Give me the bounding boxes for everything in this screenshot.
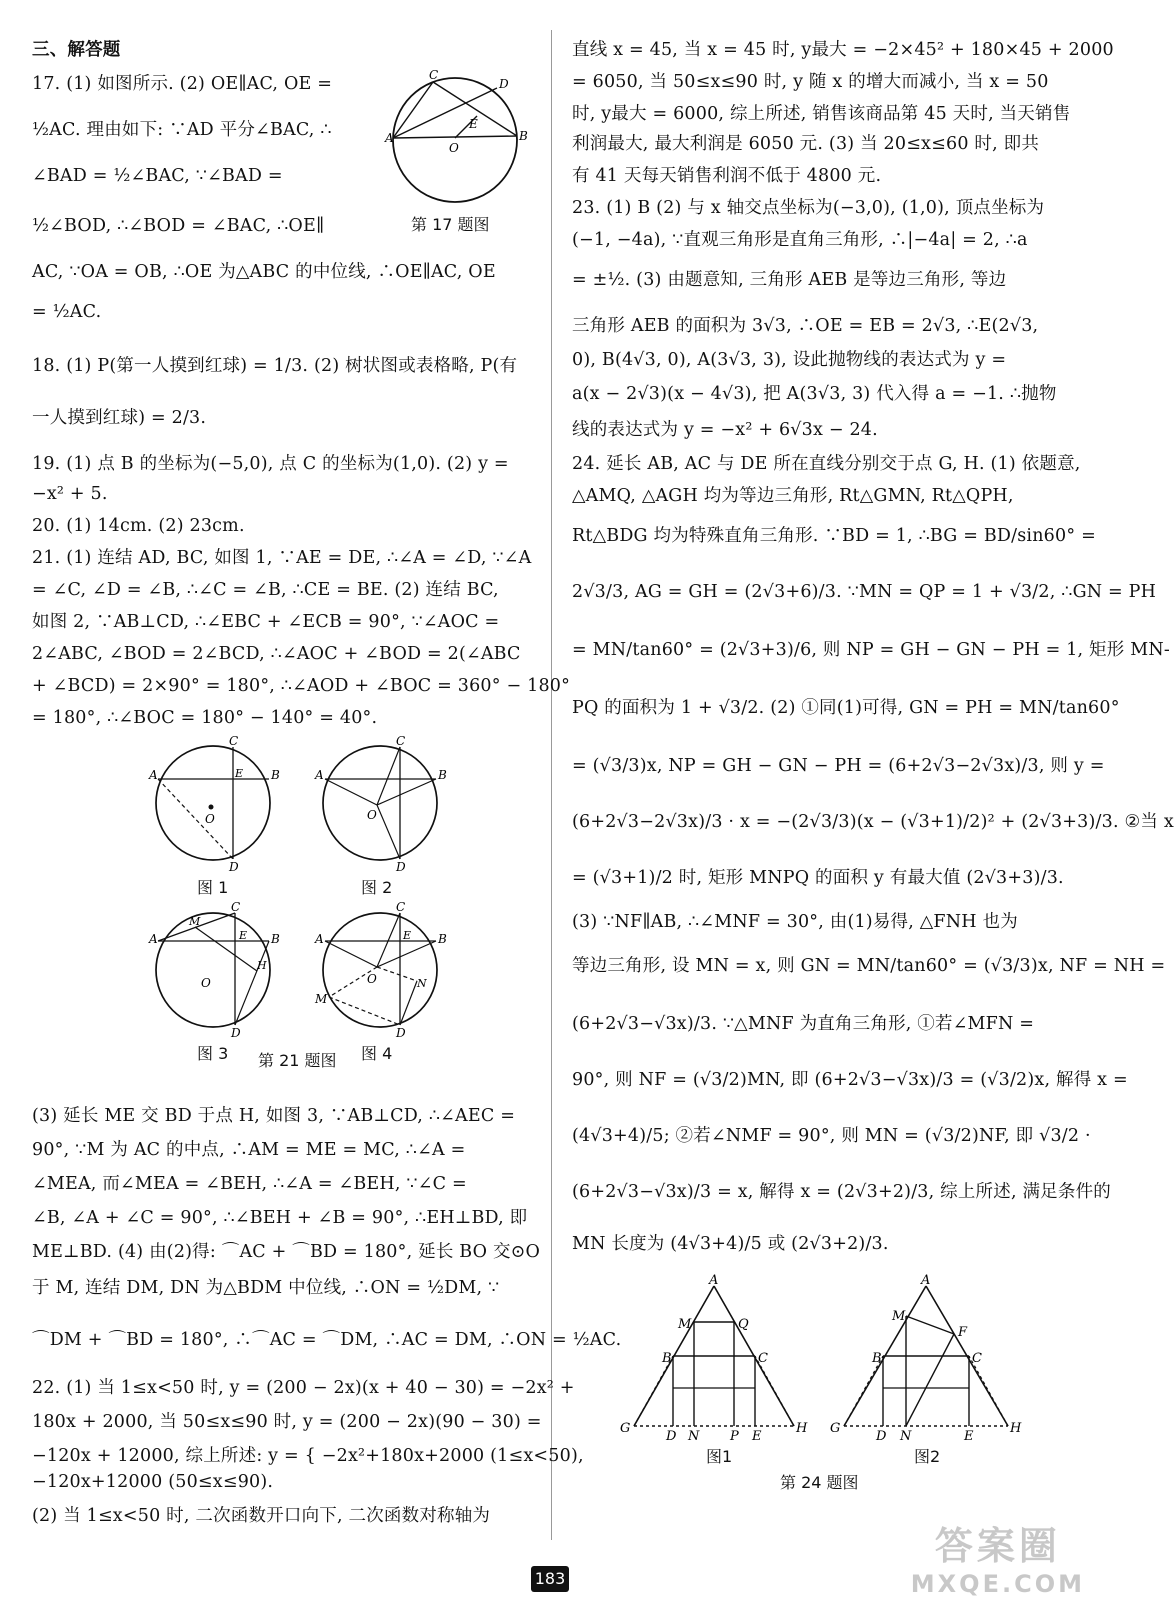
text-line: PQ 的面积为 1 + √3/2. (2) ①同(1)可得, GN = PH = MN/tan60° bbox=[572, 698, 1120, 718]
figure-title: 第 24 题图 bbox=[780, 1473, 859, 1492]
svg-text:D: D bbox=[396, 860, 406, 874]
point-label-d: D bbox=[499, 77, 509, 91]
text-line: 直线 x = 45, 当 x = 45 时, y最大 = −2×45² + 180×45 + 2000 bbox=[572, 40, 1114, 60]
svg-text:B: B bbox=[271, 768, 280, 782]
watermark-url: MXQE.COM bbox=[910, 1570, 1085, 1598]
text-line: −120x+12000 (50≤x≤90). bbox=[32, 1472, 274, 1492]
svg-text:E: E bbox=[752, 1429, 762, 1444]
svg-text:C: C bbox=[396, 734, 406, 748]
svg-text:O: O bbox=[205, 812, 215, 826]
point-label-o: O bbox=[449, 141, 459, 155]
figure-caption: 图 4 bbox=[361, 1044, 393, 1063]
text-line: ∠MEA, 而∠MEA = ∠BEH, ∴∠A = ∠BEH, ∵∠C = bbox=[32, 1174, 467, 1194]
watermark bbox=[911, 1515, 1085, 1598]
text-line: = ±½. (3) 由题意知, 三角形 AEB 是等边三角形, 等边 bbox=[572, 270, 1007, 290]
svg-text:D: D bbox=[396, 1026, 406, 1040]
svg-text:C: C bbox=[972, 1351, 982, 1366]
text-line: 0), B(4√3, 0), A(3√3, 3), 设此抛物线的表达式为 y = bbox=[572, 350, 1007, 370]
text-line: 90°, ∵M 为 AC 的中点, ∴AM = ME = MC, ∴∠A = bbox=[32, 1140, 466, 1160]
text-line: (6+2√3−√3x)/3. ∵△MNF 为直角三角形, ①若∠MFN = bbox=[572, 1014, 1035, 1034]
text-line: 三角形 AEB 的面积为 3√3, ∴OE = EB = 2√3, ∴E(2√3, bbox=[572, 316, 1039, 336]
text-line: 17. (1) 如图所示. (2) OE∥AC, OE = bbox=[32, 74, 333, 94]
figure-caption: 图 1 bbox=[197, 878, 229, 897]
text-line: (3) 延长 ME 交 BD 于点 H, 如图 3, ∵AB⊥CD, ∴∠AEC = bbox=[32, 1106, 516, 1126]
text-line: (6+2√3−√3x)/3 = x, 解得 x = (2√3+2)/3, 综上所述, 满足条件的 bbox=[572, 1182, 1111, 1202]
text-line: ∠BAD = ½∠BAC, ∵∠BAD = bbox=[32, 166, 283, 186]
text-line: ∠B, ∠A + ∠C = 90°, ∴∠BEH + ∠B = 90°, ∴EH⊥BD, 即 bbox=[32, 1208, 528, 1228]
svg-text:E: E bbox=[235, 767, 244, 780]
svg-text:O: O bbox=[201, 976, 211, 990]
svg-text:D: D bbox=[231, 1026, 241, 1040]
text-line: 24. 延长 AB, AC 与 DE 所在直线分别交于点 G, H. (1) 依题意, bbox=[572, 454, 1081, 474]
text-line: AC, ∵OA = OB, ∴OE 为△ABC 的中位线, ∴OE∥AC, OE bbox=[32, 262, 496, 282]
svg-text:G: G bbox=[830, 1421, 841, 1436]
text-line: 如图 2, ∵AB⊥CD, ∴∠EBC + ∠ECB = 90°, ∵∠AOC = bbox=[32, 612, 500, 632]
text-line: 2∠ABC, ∠BOD = 2∠BCD, ∴∠AOC + ∠BOD = 2(∠ABC bbox=[32, 644, 521, 664]
svg-text:E: E bbox=[964, 1429, 974, 1444]
svg-text:H: H bbox=[1010, 1421, 1022, 1436]
point-label-e: E bbox=[469, 117, 478, 131]
text-line: = MN/tan60° = (2√3+3)/6, 则 NP = GH − GN − PH = 1, 矩形 MN- bbox=[572, 640, 1170, 660]
svg-text:E: E bbox=[239, 929, 248, 942]
text-line: ME⊥BD. (4) 由(2)得: ⌒AC + ⌒BD = 180°, 延长 BO 交⊙O bbox=[32, 1242, 541, 1262]
text-line: = (√3+1)/2 时, 矩形 MNPQ 的面积 y 有最大值 (2√3+3)/3. bbox=[572, 868, 1064, 888]
figure-24-diagram bbox=[614, 1273, 1034, 1451]
text-line: 等边三角形, 设 MN = x, 则 GN = MN/tan60° = (√3/3)x, NF = NH = bbox=[572, 956, 1166, 976]
text-line: 90°, 则 NF = (√3/2)MN, 即 (6+2√3−√3x)/3 = (√3/2)x, 解得 x = bbox=[572, 1070, 1128, 1090]
svg-text:G: G bbox=[620, 1421, 631, 1436]
svg-text:A: A bbox=[921, 1273, 931, 1288]
svg-text:B: B bbox=[438, 932, 447, 946]
text-line: 23. (1) B (2) 与 x 轴交点坐标为(−3,0), (1,0), 顶点坐标为 bbox=[572, 198, 1045, 218]
figure-caption: 图 2 bbox=[361, 878, 393, 897]
svg-text:B: B bbox=[438, 768, 447, 782]
figure-21 bbox=[145, 735, 455, 1065]
svg-text:A: A bbox=[315, 768, 324, 782]
svg-text:E: E bbox=[403, 929, 412, 942]
text-line: 19. (1) 点 B 的坐标为(−5,0), 点 C 的坐标为(1,0). (2) y = bbox=[32, 454, 509, 474]
page-number: 183 bbox=[531, 1566, 569, 1592]
text-line: 21. (1) 连结 AD, BC, 如图 1, ∵AE = DE, ∴∠A = ∠D, ∵∠A bbox=[32, 548, 532, 568]
text-line: a(x − 2√3)(x − 4√3), 把 A(3√3, 3) 代入得 a = −1. ∴抛物 bbox=[572, 384, 1057, 404]
svg-text:H: H bbox=[796, 1421, 808, 1436]
svg-text:D: D bbox=[229, 860, 239, 874]
svg-text:M: M bbox=[315, 992, 328, 1006]
figure-17 bbox=[385, 68, 528, 234]
figure-17-diagram bbox=[385, 68, 528, 210]
svg-text:B: B bbox=[872, 1351, 882, 1366]
text-line: (2) 当 1≤x<50 时, 二次函数开口向下, 二次函数对称轴为 bbox=[32, 1506, 491, 1526]
figure-caption: 第 17 题图 bbox=[411, 215, 490, 234]
figure-caption: 图 3 bbox=[197, 1044, 229, 1063]
svg-text:N: N bbox=[688, 1429, 700, 1444]
section-heading: 三、解答题 bbox=[32, 40, 121, 60]
text-line: MN 长度为 (4√3+4)/5 或 (2√3+2)/3. bbox=[572, 1234, 889, 1254]
svg-text:A: A bbox=[149, 932, 158, 946]
svg-text:N: N bbox=[417, 977, 427, 990]
figure-title: 第 21 题图 bbox=[258, 1051, 337, 1070]
text-line: −120x + 12000, 综上所述: y = { −2x²+180x+2000 (1≤x<50), bbox=[32, 1446, 584, 1466]
column-divider bbox=[551, 30, 552, 1540]
text-line: (6+2√3−2√3x)/3 · x = −(2√3/3)(x − (√3+1)/2)² + (2√3+3)/3. ②当 x bbox=[572, 812, 1174, 832]
svg-text:C: C bbox=[231, 900, 241, 914]
text-line: 利润最大, 最大利润是 6050 元. (3) 当 20≤x≤60 时, 即共 bbox=[572, 134, 1040, 154]
figure-caption: 图2 bbox=[914, 1447, 941, 1466]
svg-text:C: C bbox=[758, 1351, 768, 1366]
text-line: ½AC. 理由如下: ∵AD 平分∠BAC, ∴ bbox=[32, 120, 332, 140]
text-line: 180x + 2000, 当 50≤x≤90 时, y = (200 − 2x)(90 − 30) = bbox=[32, 1412, 542, 1432]
svg-text:N: N bbox=[900, 1429, 912, 1444]
text-line: 18. (1) P(第一人摸到红球) = 1/3. (2) 树状图或表格略, P(有 bbox=[32, 356, 518, 376]
text-line: = 180°, ∴∠BOC = 180° − 140° = 40°. bbox=[32, 708, 378, 728]
figure-caption: 图1 bbox=[706, 1447, 733, 1466]
svg-text:M: M bbox=[892, 1309, 906, 1324]
text-line: = ½AC. bbox=[32, 302, 102, 322]
text-line: Rt△BDG 均为特殊直角三角形. ∵BD = 1, ∴BG = BD/sin60° = bbox=[572, 526, 1096, 546]
svg-text:D: D bbox=[666, 1429, 677, 1444]
text-line: 于 M, 连结 DM, DN 为△BDM 中位线, ∴ON = ½DM, ∵ bbox=[32, 1278, 500, 1298]
text-line: 线的表达式为 y = −x² + 6√3x − 24. bbox=[572, 420, 878, 440]
text-line: 时, y最大 = 6000, 综上所述, 销售该商品第 45 天时, 当天销售 bbox=[572, 104, 1071, 124]
text-line: 有 41 天每天销售利润不低于 4800 元. bbox=[572, 166, 882, 186]
text-line: 一人摸到红球) = 2/3. bbox=[32, 408, 207, 428]
svg-text:O: O bbox=[367, 972, 377, 986]
svg-text:F: F bbox=[958, 1325, 968, 1340]
svg-text:H: H bbox=[257, 959, 267, 972]
text-line: 22. (1) 当 1≤x<50 时, y = (200 − 2x)(x + 40 − 30) = −2x² + bbox=[32, 1378, 575, 1398]
text-line: (−1, −4a), ∵直观三角形是直角三角形, ∴|−4a| = 2, ∴a bbox=[572, 230, 1028, 250]
text-line: = 6050, 当 50≤x≤90 时, y 随 x 的增大而减小, 当 x = 50 bbox=[572, 72, 1049, 92]
text-line: 2√3/3, AG = GH = (2√3+6)/3. ∵MN = QP = 1 + √3/2, ∴GN = PH bbox=[572, 582, 1157, 602]
text-line: (4√3+4)/5; ②若∠NMF = 90°, 则 MN = (√3/2)NF, 即 √3/2 · bbox=[572, 1126, 1091, 1146]
svg-text:D: D bbox=[876, 1429, 887, 1444]
text-line: = (√3/3)x, NP = GH − GN − PH = (6+2√3−2√3x)/3, 则 y = bbox=[572, 756, 1105, 776]
text-line: ⌒DM + ⌒BD = 180°, ∴⌒AC = ⌒DM, ∴AC = DM, ∴ON = ½AC. bbox=[32, 1330, 622, 1350]
point-label-b: B bbox=[519, 129, 528, 143]
svg-text:C: C bbox=[229, 734, 239, 748]
svg-text:C: C bbox=[396, 900, 406, 914]
svg-text:B: B bbox=[662, 1351, 672, 1366]
svg-text:A: A bbox=[709, 1273, 719, 1288]
text-line: ½∠BOD, ∴∠BOD = ∠BAC, ∴OE∥ bbox=[32, 216, 325, 236]
svg-text:O: O bbox=[367, 808, 377, 822]
watermark-title: 答案圈 bbox=[934, 1524, 1061, 1568]
text-line: + ∠BCD) = 2×90° = 180°, ∴∠AOD + ∠BOC = 360° − 180° bbox=[32, 676, 571, 696]
point-label-a: A bbox=[385, 131, 394, 145]
svg-text:A: A bbox=[149, 768, 158, 782]
text-line: △AMQ, △AGH 均为等边三角形, Rt△GMN, Rt△QPH, bbox=[572, 486, 1014, 506]
svg-text:Q: Q bbox=[738, 1317, 749, 1332]
text-line: −x² + 5. bbox=[32, 484, 108, 504]
svg-text:P: P bbox=[730, 1429, 739, 1444]
point-label-c: C bbox=[429, 68, 439, 82]
svg-text:A: A bbox=[315, 932, 324, 946]
svg-text:B: B bbox=[271, 932, 280, 946]
figure-21-diagram bbox=[145, 735, 455, 1065]
figure-24 bbox=[614, 1273, 1034, 1466]
text-line: (3) ∵NF∥AB, ∴∠MNF = 30°, 由(1)易得, △FNH 也为 bbox=[572, 912, 1018, 932]
svg-text:M: M bbox=[189, 915, 201, 928]
svg-text:M: M bbox=[678, 1317, 692, 1332]
text-line: = ∠C, ∠D = ∠B, ∴∠C = ∠B, ∴CE = BE. (2) 连结 BC, bbox=[32, 580, 499, 600]
text-line: 20. (1) 14cm. (2) 23cm. bbox=[32, 516, 245, 536]
